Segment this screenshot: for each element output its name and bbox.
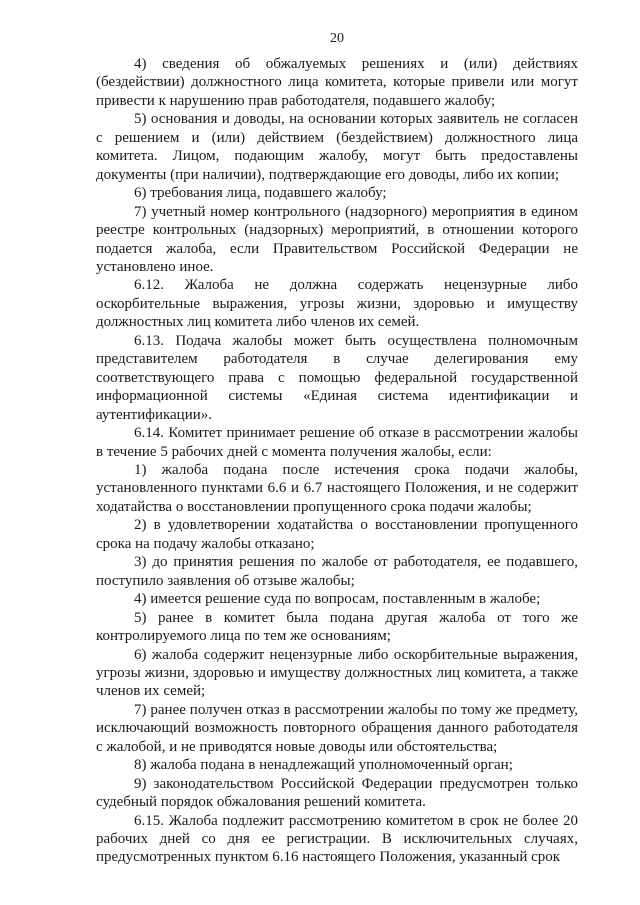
list-item-refusal-5: 5) ранее в комитет была подана другая жалоба от того же контролируемого лица по тем же основаниям;: [96, 609, 578, 645]
list-item-refusal-7: 7) ранее получен отказ в рассмотрении жалобы по тому же предмету, исключающий возможность повторного обращения данного работодателя с жалобой, и не приводятся новые доводы или обстоятельства;: [96, 701, 578, 755]
paragraph-6-12: 6.12. Жалоба не должна содержать нецензурные либо оскорбительные выражения, угрозы жизни, здоровью и имуществу должностных лиц комитета либо членов их семей.: [96, 277, 578, 331]
list-item-refusal-3: 3) до принятия решения по жалобе от работодателя, ее подавшего, поступило заявления об отзыве жалобы;: [96, 554, 578, 589]
list-item-refusal-8: 8) жалоба подана в ненадлежащий уполномоченный орган;: [134, 757, 513, 774]
list-item-refusal-9: 9) законодательством Российской Федерации предусмотрен только судебный порядок обжалования решений комитета.: [96, 775, 578, 811]
page-number: 20: [330, 31, 344, 46]
paragraph-item-5-grounds: 5) основания и доводы, на основании которых заявитель не согласен с решением и (или) действием (бездействием) должностного лица комитета. Лицом, подающим жалобу, могут быть предоставлены документы (при наличии), подтверждающие его доводы, либо их копии;: [96, 111, 578, 183]
paragraph-item-6-requirements: 6) требования лица, подавшего жалобу;: [134, 185, 387, 202]
list-item-refusal-2: 2) в удовлетворении ходатайства о восстановлении пропущенного срока на подачу жалобы отказано;: [96, 517, 578, 552]
list-item-refusal-6: 6) жалоба содержит нецензурные либо оскорбительные выражения, угрозы жизни, здоровью и имуществу должностных лиц комитета, а также членов их семей;: [96, 646, 578, 700]
list-item-refusal-4: 4) имеется решение суда по вопросам, поставленным в жалобе;: [134, 591, 541, 608]
paragraph-item-4-appealed-decisions: 4) сведения об обжалуемых решениях и (или) действиях (бездействии) должностного лица комитета, которые привели или могут привести к нарушению прав работодателя, подавшего жалобу;: [96, 56, 578, 109]
paragraph-6-14: 6.14. Комитет принимает решение об отказе в рассмотрении жалобы в течение 5 рабочих дней с момента получения жалобы, если:: [96, 425, 578, 460]
list-item-refusal-1: 1) жалоба подана после истечения срока подачи жалобы, установленного пунктами 6.6 и 6.7 настоящего Положения, и не содержит ходатайства о восстановлении пропущенного срока подачи жалобы;: [96, 461, 578, 515]
paragraph-6-13: 6.13. Подача жалобы может быть осуществлена полномочным представителем работодателя в случае делегирования ему соответствующего права с помощью федеральной государственной информационной системы «Единая система идентификации и аутентификации».: [96, 332, 578, 423]
paragraph-6-15: 6.15. Жалоба подлежит рассмотрению комитетом в срок не более 20 рабочих дней со дня ее регистрации. В исключительных случаях, предусмотренных пунктом 6.16 настоящего Положения, указанный срок: [96, 812, 578, 866]
paragraph-item-7-registry-number: 7) учетный номер контрольного (надзорного) мероприятия в едином реестре контрольных (надзорных) мероприятий, в отношении которого подается жалоба, если Правительством Российской Федерации не установлено иное.: [96, 203, 578, 275]
